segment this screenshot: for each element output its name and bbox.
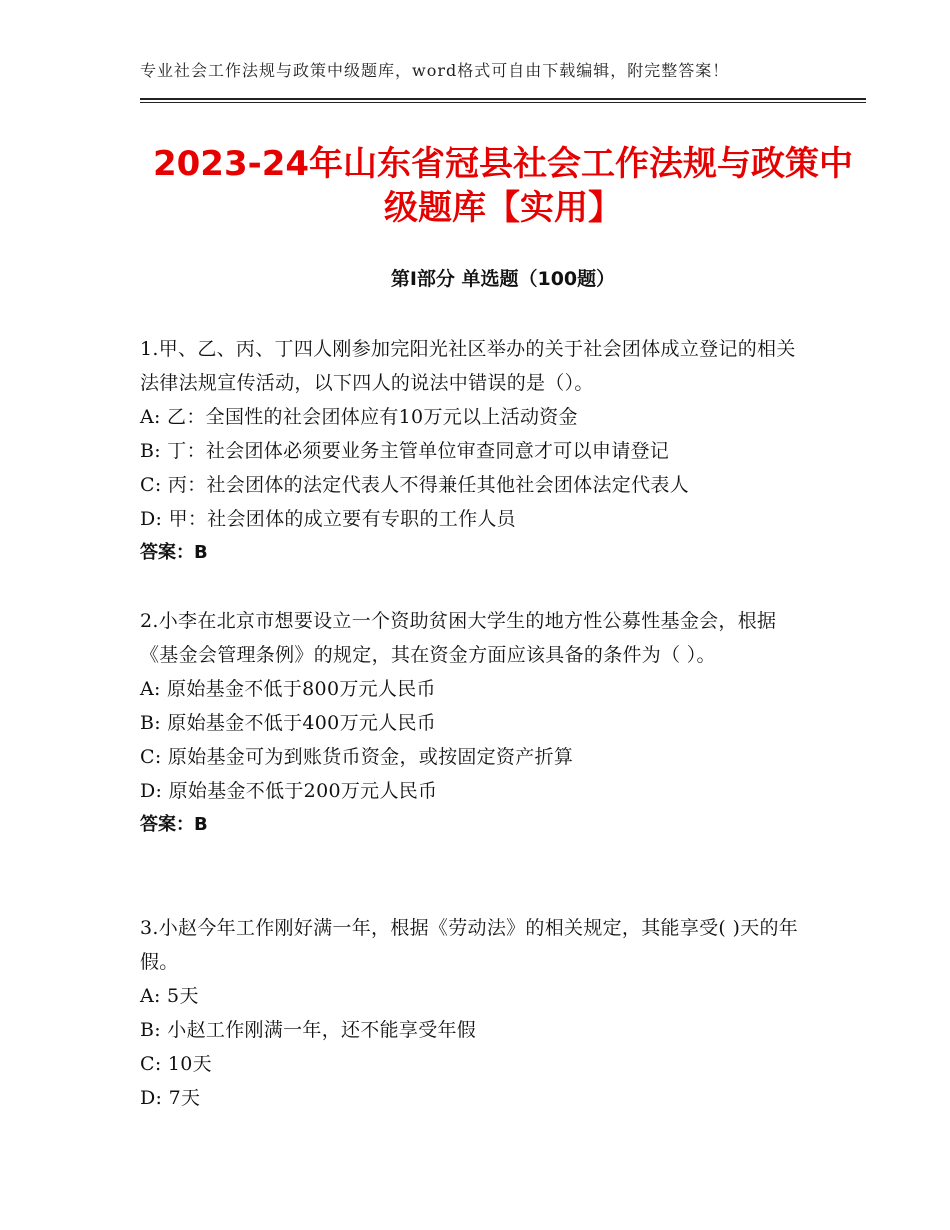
document-title: 2023-24年山东省冠县社会工作法规与政策中级题库【实用】 xyxy=(152,144,854,228)
section-title: 第Ⅰ部分 单选题（100题） xyxy=(390,268,616,290)
question-2 xyxy=(140,604,810,842)
answer: 答案：B xyxy=(140,814,208,835)
option-a: A: 乙：全国性的社会团体应有10万元以上活动资金 xyxy=(140,406,578,428)
header-note: 专业社会工作法规与政策中级题库，word格式可自由下载编辑，附完整答案！ xyxy=(140,61,730,80)
header-rule-thin xyxy=(140,102,866,103)
option-d: D: 原始基金不低于200万元人民币 xyxy=(140,780,438,802)
option-c: C: 原始基金可为到账货币资金，或按固定资产折算 xyxy=(140,746,574,768)
option-b: B: 小赵工作刚满一年，还不能享受年假 xyxy=(140,1019,477,1041)
option-d: D: 7天 xyxy=(140,1087,201,1109)
answer: 答案：B xyxy=(140,542,208,563)
option-a: A: 原始基金不低于800万元人民币 xyxy=(140,678,436,700)
option-d: D: 甲：社会团体的成立要有专职的工作人员 xyxy=(140,508,516,530)
question-stem: 1.甲、乙、丙、丁四人刚参加完阳光社区举办的关于社会团体成立登记的相关法律法规宣传活动，以下四人的说法中错误的是（）。 xyxy=(140,338,796,394)
option-a: A: 5天 xyxy=(140,985,199,1007)
header-rule-thick xyxy=(140,98,866,100)
option-c: C: 丙：社会团体的法定代表人不得兼任其他社会团体法定代表人 xyxy=(140,474,689,496)
option-b: B: 丁：社会团体必须要业务主管单位审查同意才可以申请登记 xyxy=(140,440,670,462)
option-b: B: 原始基金不低于400万元人民币 xyxy=(140,712,437,734)
question-1 xyxy=(140,332,810,570)
question-3 xyxy=(140,911,810,1115)
question-stem: 2.小李在北京市想要设立一个资助贫困大学生的地方性公募性基金会，根据《基金会管理条例》的规定，其在资金方面应该具备的条件为（ ）。 xyxy=(140,610,777,666)
option-c: C: 10天 xyxy=(140,1053,212,1075)
question-stem: 3.小赵今年工作刚好满一年，根据《劳动法》的相关规定，其能享受( )天的年假。 xyxy=(140,917,799,973)
